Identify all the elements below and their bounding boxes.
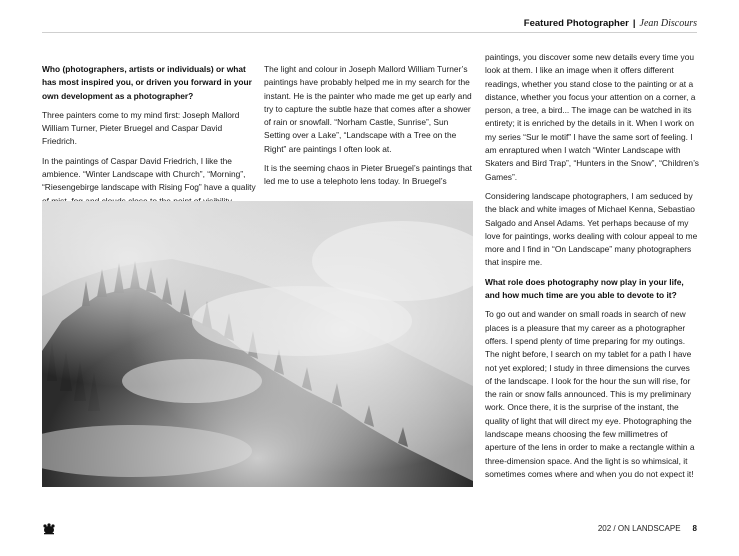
misty-forest-image (42, 201, 473, 487)
photographer-name: Jean Discours (639, 18, 697, 29)
answer-paragraph: To go out and wander on small roads in search of new places is a pleasure that my career as a photographer offers. I spend plenty of time preparing for my outings. The night before, I search on my tablet for a path I have not yet explored; I study in three dimensions the curves of the landscape. I look for the hour the sun will rise, for the rain or snow falls announced. This is my preliminary work. Once there, it is the surprise of the instant, the quality of light that will direct my eye. Photographing the landscape means choosing the few millimetres of aperture of the lens in order to make a rectangle within a three-dimension space. And the light is so whimsical, it sometimes comes where and when you do not expect it! (485, 309, 695, 479)
section-label: Featured Photographer (523, 18, 629, 29)
page-footer (598, 524, 697, 533)
interview-question-inspiration: Who (photographers, artists or individuals) or what has most inspired you, or driven you forward in your own development as a photographer? (42, 64, 252, 101)
page-header (524, 18, 697, 29)
issue-label: 202 / ON LANDSCAPE (597, 524, 681, 533)
answer-paragraph: The light and colour in Joseph Mallord William Turner’s paintings have probably helped me in my search for the instant. He is the painter who made me get up early and try to capture the subtle haze that comes after a shower of rain or snowfall. “Norham Castle, Sunrise”, Sun Setting over a Lake”, “Landscape with a Tree on the Right” are paintings I often look at. (264, 64, 472, 154)
answer-paragraph: Three painters come to my mind first: Joseph Mallord William Turner, Pieter Bruegel and Caspar David Friedrich. (42, 109, 240, 147)
interview-question-role: What role does photography now play in your life, and how much time are you able to devote to it? (485, 276, 684, 301)
header-divider (42, 32, 697, 33)
on-landscape-logo-icon (42, 522, 56, 536)
page-number: 8 (692, 524, 697, 533)
header-separator: | (632, 18, 636, 29)
answer-paragraph: It is the seeming chaos in Pieter Bruegel’s paintings that led me to use a telephoto lens today. In Bruegel’s (264, 163, 472, 187)
answer-paragraph: Considering landscape photographers, I am seduced by the black and white images of Michael Kenna, Sebastiao Salgado and Ansel Adams. Yet perhaps because of my love for paintings, works dealing with colour appeal to me more and I find in “On Landscape” many photographers that inspire me. (485, 190, 698, 268)
article-column-1 (42, 63, 258, 214)
answer-paragraph: paintings, you discover some new details every time you look at them. I like an image when it offers different readings, whether you stand close to the painting or at a distance, whether you focus your attention on a corner, a person, a tree, a bird... The image can be watched in its entirety; it is enriched by the details in it. When I work on my series “Sur le motif” I have the same sort of feeling. I am enraptured when I watch “Winter Landscape with Skaters and Bird Trap”, “Hunters in the Snow”, “Children’s Games”. (485, 52, 699, 182)
misty-forest-photo (42, 201, 473, 487)
article-column-3 (485, 51, 699, 487)
answer-paragraph: In the paintings of Caspar David Friedrich, I like the ambience. “Winter Landscape with Church”, “Morning”, “Riesengebirge landscape with Rising Fog” have a quality (42, 155, 256, 193)
article-column-2 (264, 63, 476, 195)
